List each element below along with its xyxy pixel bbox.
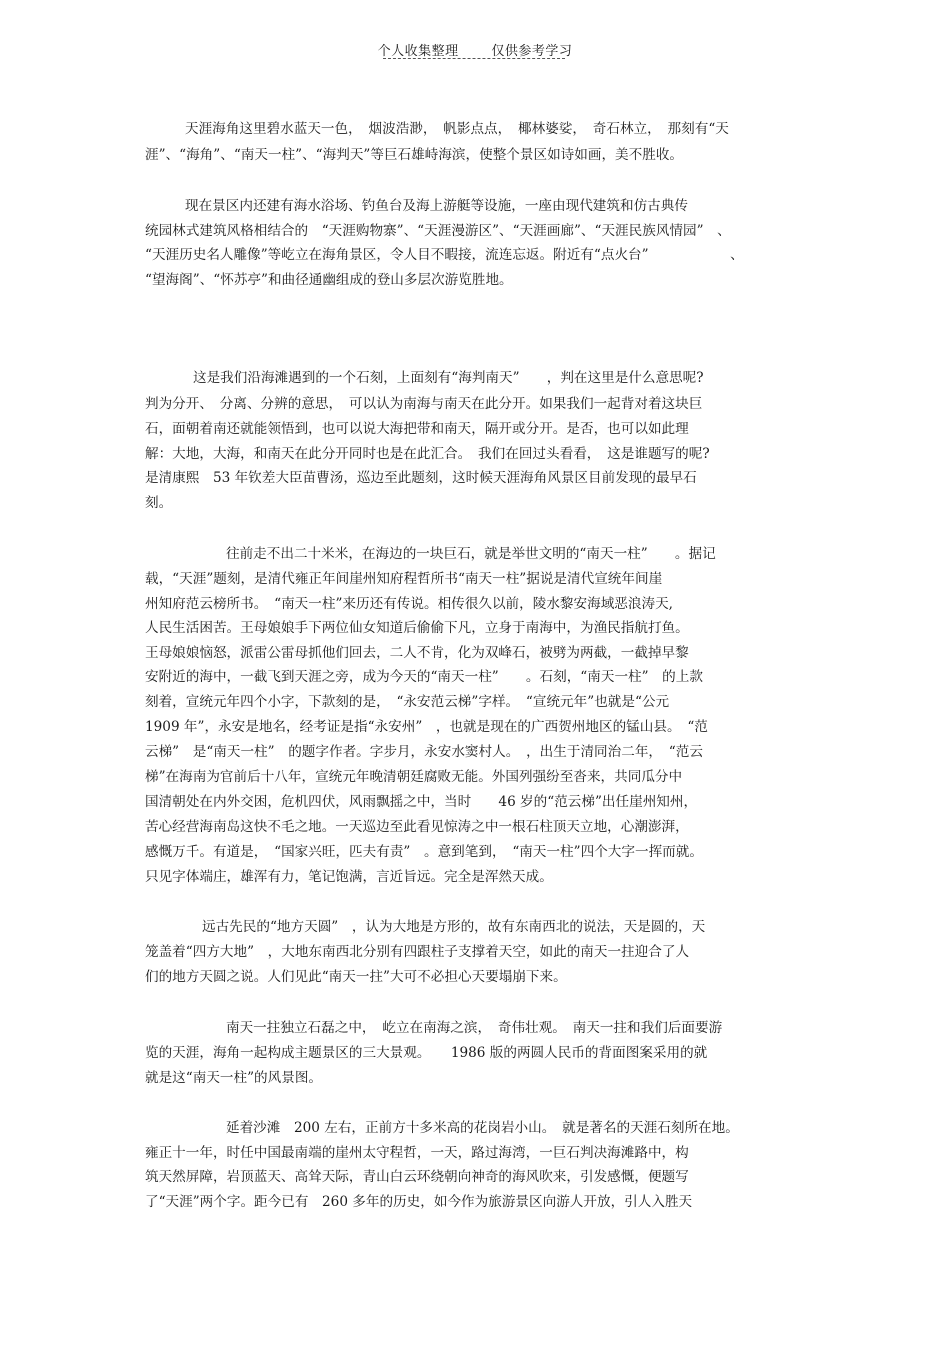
text-line: 人民生活困苦。王母娘娘手下两位仙女知道后偷偷下凡，立身于南海中，为渔民指航打鱼。	[145, 620, 689, 636]
text-line: 载，“天涯”题刻，是清代雍正年间崖州知府程哲所书“南天一柱”据说是清代宣统年间崖	[145, 571, 663, 587]
text-line: 是清康熙 53 年钦差大臣苗曹汤，巡边至此题刻，这时候天涯海角风景区目前发现的最早石	[145, 470, 697, 486]
page-header	[0, 40, 950, 59]
text-line: 只见字体端庄，雄浑有力，笔记饱满，言近旨远。完全是浑然天成。	[145, 869, 553, 885]
text-line: 笼盖着“四方大地” ，大地东南西北分别有四跟柱子支撑着天空，如此的南天一拄迎合了人	[145, 944, 690, 960]
text-line: “望海阁”、“怀苏亭”和曲径通幽组成的登山多层次游览胜地。	[145, 272, 513, 288]
text-line: 1909 年”，永安是地名，经考证是指“永安州” ，也就是现在的广西贺州地区的锰山县。 “范	[145, 719, 708, 735]
text-line: 国清朝处在内外交困，危机四伏，风雨飘摇之中，当时 46 岁的“范云梯”出任崖州知州，	[145, 794, 698, 810]
text-line: 刻。	[145, 495, 173, 511]
text-line: 现在景区内还建有海水浴场、钓鱼台及海上游艇等设施，一座由现代建筑和仿古典传	[185, 198, 688, 214]
text-line: 石，面朝着南还就能领悟到，也可以说大海把带和南天，隔开或分开。是否，也可以如此理	[145, 421, 689, 437]
text-line: 梯”在海南为官前后十八年，宣统元年晚清朝廷腐败无能。外国列强纷至沓来，共同瓜分中	[145, 769, 683, 785]
text-line: 天涯海角这里碧水蓝天一色， 烟波浩渺， 帆影点点， 椰林婆娑， 奇石林立， 那刻有“天	[185, 121, 729, 137]
text-line: 南天一拄独立石磊之中， 屹立在南海之滨， 奇伟壮观。 南天一拄和我们后面要游	[226, 1020, 723, 1036]
text-line: 涯”、“海角”、“南天一柱”、“海判天”等巨石雄峙海滨，使整个景区如诗如画，美不胜收。	[145, 147, 684, 163]
text-line: 王母娘娘恼怒，派雷公雷母抓他们回去，二人不肯，化为双峰石，被劈为两截，一截掉早黎	[145, 645, 689, 661]
header-rule	[383, 58, 565, 59]
text-line: 筑天然屏障，岩顶蓝天、高耸天际，青山白云环绕朝向神奇的海风吹来，引发感慨，便题写	[145, 1169, 689, 1185]
text-line: 远古先民的“地方天圆” ，认为大地是方形的，故有东南西北的说法，天是圆的，天	[202, 919, 706, 935]
text-line: 云梯” 是“南天一柱” 的题字作者。字步月，永安水窦村人。 ，出生于清同治二年， “范云	[145, 744, 703, 760]
text-line: 解：大地，大海，和南天在此分开同时也是在此汇合。 我们在回过头看看， 这是谁题写的呢?	[145, 446, 710, 462]
text-line: 统园林式建筑风格相结合的 “天涯购物寨”、“天涯漫游区”、“天涯画廊”、“天涯民族风情园” 、	[145, 223, 731, 239]
text-line: 刻着，宣统元年四个小字，下款刻的是， “永安范云梯”字样。 “宣统元年”也就是“公元	[145, 694, 670, 710]
text-line: 们的地方天圆之说。人们见此“南天一拄”大可不必担心天要塌崩下来。	[145, 969, 567, 985]
text-line: “天涯历史名人雕像”等屹立在海角景区，令人目不暇接，流连忘返。附近有“点火台” 、	[145, 247, 744, 263]
text-line: 往前走不出二十米米，在海边的一块巨石，就是举世文明的“南天一柱” 。据记	[226, 546, 716, 562]
text-line: 感慨万千。有道是， “国家兴旺，匹夫有责” 。意到笔到， “南天一柱”四个大字一挥而就。	[145, 844, 703, 860]
text-line: 判为分开、 分离、分辨的意思， 可以认为南海与南天在此分开。如果我们一起背对着这块巨	[145, 396, 703, 412]
text-line: 这是我们沿海滩遇到的一个石刻，上面刻有“海判南天” ，判在这里是什么意思呢?	[193, 370, 704, 386]
text-line: 就是这“南天一柱”的风景图。	[145, 1070, 323, 1086]
header-left-text: 个人收集整理	[377, 44, 459, 59]
text-line: 延着沙滩 200 左右，正前方十多米高的花岗岩小山。 就是著名的天涯石刻所在地。	[226, 1120, 739, 1136]
text-line: 览的天涯，海角一起构成主题景区的三大景观。 1986 版的两圆人民币的背面图案采用的就	[145, 1045, 708, 1061]
text-line: 州知府范云榜所书。 “南天一柱”来历还有传说。相传很久以前，陵水黎安海域恶浪涛天,	[145, 596, 673, 612]
text-line: 了“天涯”两个字。距今已有 260 多年的历史，如今作为旅游景区向游人开放，引人入胜天	[145, 1194, 693, 1210]
text-line: 雍正十一年，时任中国最南端的崖州太守程哲，一天，路过海湾，一巨石判决海滩路中，构	[145, 1145, 689, 1161]
text-line: 安附近的海中，一截飞到天涯之旁，成为今天的“南天一柱” 。石刻，“南天一柱” 的上款	[145, 669, 703, 685]
text-line: 苦心经营海南岛这快不毛之地。一天巡边至此看见惊涛之中一根石柱顶天立地，心潮澎湃，	[145, 819, 689, 835]
header-right-text: 仅供参考学习	[491, 44, 573, 59]
